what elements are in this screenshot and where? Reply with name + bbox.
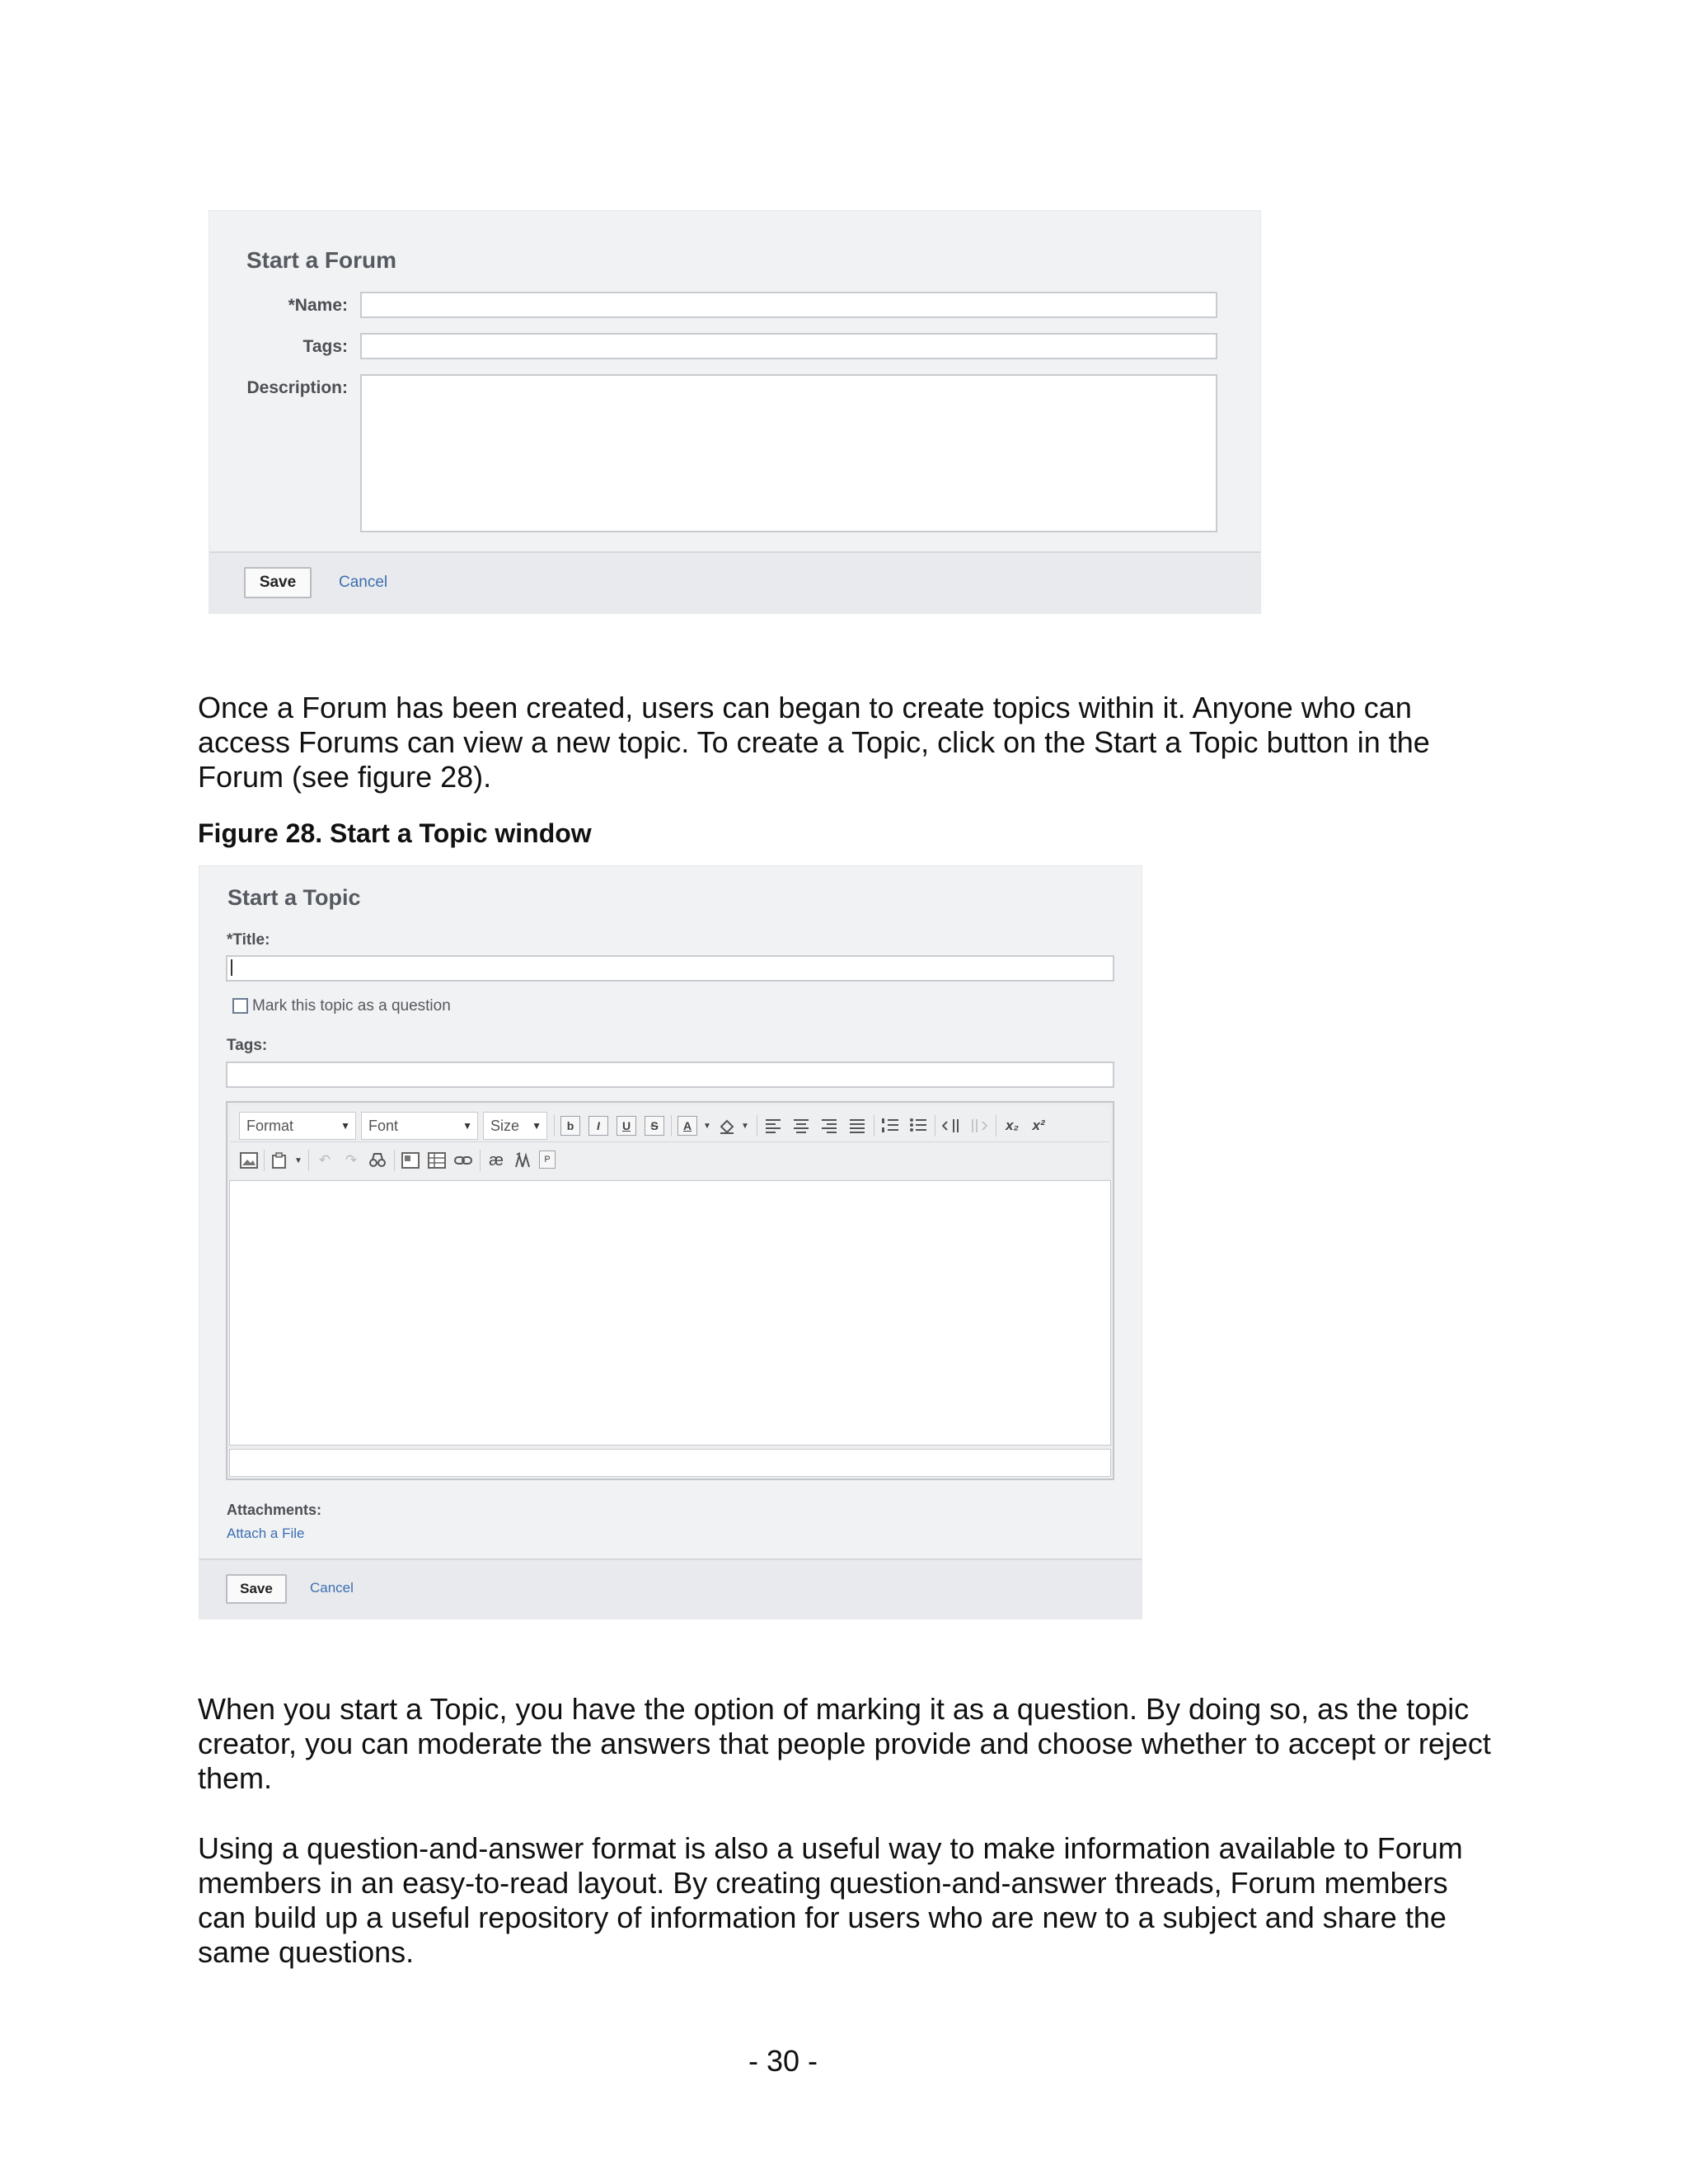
editor-toolbar-row-2 — [231, 1142, 1109, 1179]
size-select-value: Size — [490, 1118, 520, 1134]
start-topic-form — [199, 865, 1142, 1619]
link-icon[interactable] — [453, 1151, 473, 1170]
outdent-icon[interactable] — [941, 1116, 961, 1136]
image-icon[interactable] — [239, 1151, 259, 1170]
justify-icon[interactable] — [847, 1116, 867, 1136]
figure-caption: Figure 28. Start a Topic window — [198, 818, 592, 848]
qa-format-paragraph: Using a question-and-answer format is also a useful way to make information available to Forum members in an easy-to-read layout. By creating question-and-answer threads, Forum members can build up a useful repository of information for users who are new to a subject and share the same questions. — [198, 1831, 1463, 1969]
rich-text-editor — [226, 1101, 1114, 1480]
mark-question-label[interactable]: Mark this topic as a question — [252, 997, 451, 1015]
bulleted-list-icon[interactable] — [908, 1116, 928, 1136]
undo-icon[interactable]: ↶ — [318, 1152, 331, 1168]
table-icon[interactable] — [427, 1151, 447, 1170]
topic-form-footer — [199, 1558, 1142, 1619]
align-right-icon[interactable] — [819, 1116, 839, 1136]
chevron-down-icon: ▼ — [340, 1120, 350, 1132]
forum-save-button[interactable]: Save — [244, 567, 312, 598]
page-number: - 30 - — [748, 2044, 818, 2078]
text-caret — [231, 959, 232, 976]
underline-icon[interactable]: U — [617, 1116, 636, 1136]
toolbar-separator — [264, 1150, 265, 1171]
topic-title-label: *Title: — [227, 931, 270, 949]
toolbar-separator — [554, 1115, 555, 1137]
topic-form-title: Start a Topic — [227, 885, 361, 910]
text-color-dropdown-icon[interactable]: ▼ — [703, 1121, 711, 1131]
align-center-icon[interactable] — [791, 1116, 811, 1136]
chevron-down-icon: ▼ — [462, 1120, 472, 1132]
forum-tags-input[interactable] — [360, 333, 1217, 359]
background-color-dropdown-icon[interactable]: ▼ — [741, 1121, 749, 1131]
intro-paragraph: Once a Forum has been created, users can began to create topics within it. Anyone who can access Forums can view a new topic. To create a Topic, click on the Start a Topic button in the Forum (see figure 28). — [198, 691, 1430, 794]
align-left-icon[interactable] — [763, 1116, 783, 1136]
forum-form-footer — [209, 551, 1260, 614]
toolbar-separator — [671, 1115, 672, 1137]
editor-status-bar — [229, 1449, 1111, 1477]
redo-icon[interactable]: ↷ — [345, 1152, 358, 1168]
attach-file-link[interactable]: Attach a File — [227, 1526, 305, 1541]
topic-cancel-link[interactable]: Cancel — [310, 1580, 354, 1596]
font-select[interactable] — [361, 1112, 478, 1140]
question-option-paragraph: When you start a Topic, you have the option of marking it as a question. By doing so, as the topic creator, you can moderate the answers that people provide and choose whether to accept or reject them. — [198, 1692, 1491, 1795]
toolbar-separator — [480, 1150, 481, 1171]
superscript-icon[interactable]: x² — [1032, 1118, 1045, 1133]
editor-content-area[interactable] — [229, 1180, 1111, 1446]
forum-cancel-link[interactable]: Cancel — [339, 574, 388, 591]
numbered-list-icon[interactable] — [880, 1116, 900, 1136]
topic-tags-input[interactable] — [226, 1062, 1114, 1088]
remove-format-icon[interactable] — [513, 1151, 532, 1170]
forum-description-label: Description: — [246, 378, 348, 397]
mark-question-checkbox[interactable] — [232, 998, 248, 1014]
text-color-icon[interactable]: A — [678, 1116, 697, 1136]
format-select-value: Format — [246, 1118, 294, 1134]
topic-title-input[interactable] — [226, 955, 1114, 982]
find-icon[interactable] — [368, 1151, 387, 1170]
insert-block-icon[interactable] — [401, 1151, 420, 1170]
indent-icon[interactable] — [969, 1116, 989, 1136]
font-select-value: Font — [368, 1118, 399, 1134]
topic-save-button[interactable]: Save — [226, 1574, 287, 1604]
paste-icon[interactable] — [270, 1151, 290, 1170]
paragraph-icon[interactable]: P — [539, 1151, 556, 1169]
toolbar-separator — [394, 1150, 395, 1171]
italic-icon[interactable]: I — [588, 1116, 608, 1136]
subscript-icon[interactable]: x₂ — [1006, 1118, 1019, 1133]
forum-description-textarea[interactable] — [360, 374, 1217, 532]
chevron-down-icon: ▼ — [532, 1120, 542, 1132]
forum-tags-label: Tags: — [302, 337, 348, 356]
forum-form-title: Start a Forum — [246, 247, 397, 273]
special-character-icon[interactable]: æ — [489, 1151, 504, 1169]
paste-dropdown-icon[interactable]: ▼ — [294, 1155, 302, 1165]
editor-toolbar-row-1 — [231, 1106, 1109, 1142]
start-forum-form — [209, 210, 1261, 614]
topic-tags-label: Tags: — [227, 1037, 268, 1054]
forum-name-input[interactable] — [360, 292, 1217, 318]
bold-icon[interactable]: b — [560, 1116, 580, 1136]
forum-name-label: *Name: — [288, 296, 348, 315]
attachments-label: Attachments: — [227, 1502, 322, 1518]
toolbar-separator — [308, 1150, 309, 1171]
strikethrough-icon[interactable]: S — [645, 1116, 664, 1136]
size-select[interactable] — [483, 1112, 547, 1140]
background-color-icon[interactable] — [717, 1116, 737, 1136]
format-select[interactable] — [239, 1112, 356, 1140]
